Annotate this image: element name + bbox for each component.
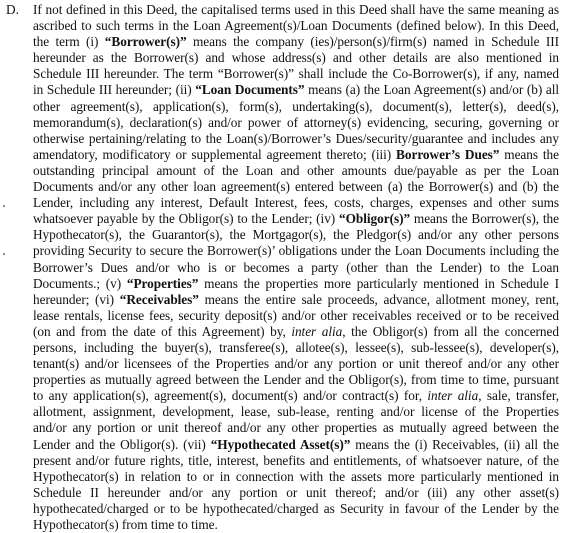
clause-line: Documents.; (v) “Properties” means the properties more particularly mentioned in Schedule I (33, 275, 559, 291)
margin-mark (3, 205, 5, 207)
clause-line: Hypothecator(s), the Guarantor(s), the Mortgagor(s), the Pledgor(s) and/or any other persons (33, 227, 559, 243)
clause-line: hypothecated/charged or to be hypothecated/charged as Security in favour of the Lender by the (33, 500, 559, 516)
clause-line: hereunder; (vi) “Receivables” means the entire sale proceeds, advance, allotment money, rent, (33, 291, 559, 307)
clause-line: to any application(s), agreement(s), document(s) and/or contract(s) for, inter alia, sale, transfer, (33, 388, 559, 404)
clause-line: present and/or future rights, title, interest, benefits and entitlements, of whatsoever nature, of the (33, 452, 559, 468)
clause-line: amendatory, modificatory or supplemental agreement thereto; (iii) Borrower’s Dues” means the (33, 146, 559, 162)
clause-line: and/or any portion or unit thereof and/or any other properties as mutually agreed between the (33, 420, 559, 436)
clause-line: persons, including the buyer(s), transferee(s), allotee(s), lessee(s), sub-lessee(s), developer(s), (33, 339, 559, 355)
clause-line: Documents and/or any other loan agreement(s) entered between (a) the Borrower(s) and (b) the (33, 179, 559, 195)
clause-line: hereunder as the Borrower(s) and whose address(s) and other details are also mentioned in (33, 50, 559, 66)
clause-line: (on and from the date of this Agreement) by, inter alia, the Obligor(s) from all the concerned (33, 323, 559, 339)
clause-line: Lender and the Obligor(s). (vii) “Hypothecated Asset(s)” means the (i) Receivables, (ii) all the (33, 436, 559, 452)
clause-line: Schedule III hereunder. The term “Borrower(s)” shall include the Co-Borrower(s), if any, named (33, 66, 559, 82)
clause-line: other agreement(s), application(s), form(s), undertaking(s), document(s), letter(s), deed(s), (33, 98, 559, 114)
clause-line: whatsoever payable by the Obligor(s) to the Lender; (iv) “Obligor(s)” means the Borrower(s), the (33, 211, 560, 227)
clause-line: If not defined in this Deed, the capitalised terms used in this Deed shall have the same meaning as (33, 2, 559, 17)
margin-mark (3, 253, 5, 255)
clause-line: Hypothecator(s) in relation to or in connection with the assets more particularly mentioned in (33, 468, 559, 484)
clause-marker: D. (6, 2, 19, 17)
clause-line: outstanding principal amount of the Loan and other amounts due/payable as per the Loan (33, 162, 559, 178)
clause-line: allotment, assignment, development, lease, sub-lease, renting and/or license of the Properties (33, 404, 559, 420)
clause-line: Borrower’s Dues and/or who is or becomes a party (other than the Lender) to the Loan (33, 259, 559, 275)
clause-line: ascribed to such terms in the Loan Agreement(s)/Loan Documents (defined below). In this Deed, (33, 18, 559, 34)
clause-line: lease rentals, license fees, security deposit(s) and/or other receivables received or to be received (33, 307, 559, 323)
clause-line: tenant(s) and/or licensees of the Properties and/or any portion or unit thereof and/or any other (33, 356, 559, 372)
clause-line: memorandum(s), declaration(s) and/or power of attorney(s) evidencing, securing, governing or (33, 114, 559, 130)
clause-line: Lender, including any interest, Default Interest, fees, costs, charges, expenses and other sums (33, 195, 559, 211)
clause-line: providing Security to secure the Borrower(s)’ obligations under the Loan Documents including the (33, 243, 559, 259)
clause-line: otherwise pertaining/relating to the Loan(s)/Borrower’s Dues/security/guarantee and includes any (33, 130, 559, 146)
clause-line: Hypothecator(s) from time to time. (33, 517, 218, 532)
clause-line: in Schedule III hereunder; (ii) “Loan Documents” means (a) the Loan Agreement(s) and/or (b) all (33, 82, 560, 98)
clause-body (33, 2, 559, 533)
clause-line: Schedule II hereunder and/or any portion or unit thereof; and/or (iii) any other asset(s) (33, 484, 559, 500)
clause-line: the term (i) “Borrower(s)” means the company (ies)/person(s)/firm(s) named in Schedule III (33, 34, 559, 50)
clause-line: properties as mutually agreed between the Lender and the Obligor(s), from time to time, pursuant (33, 372, 559, 388)
